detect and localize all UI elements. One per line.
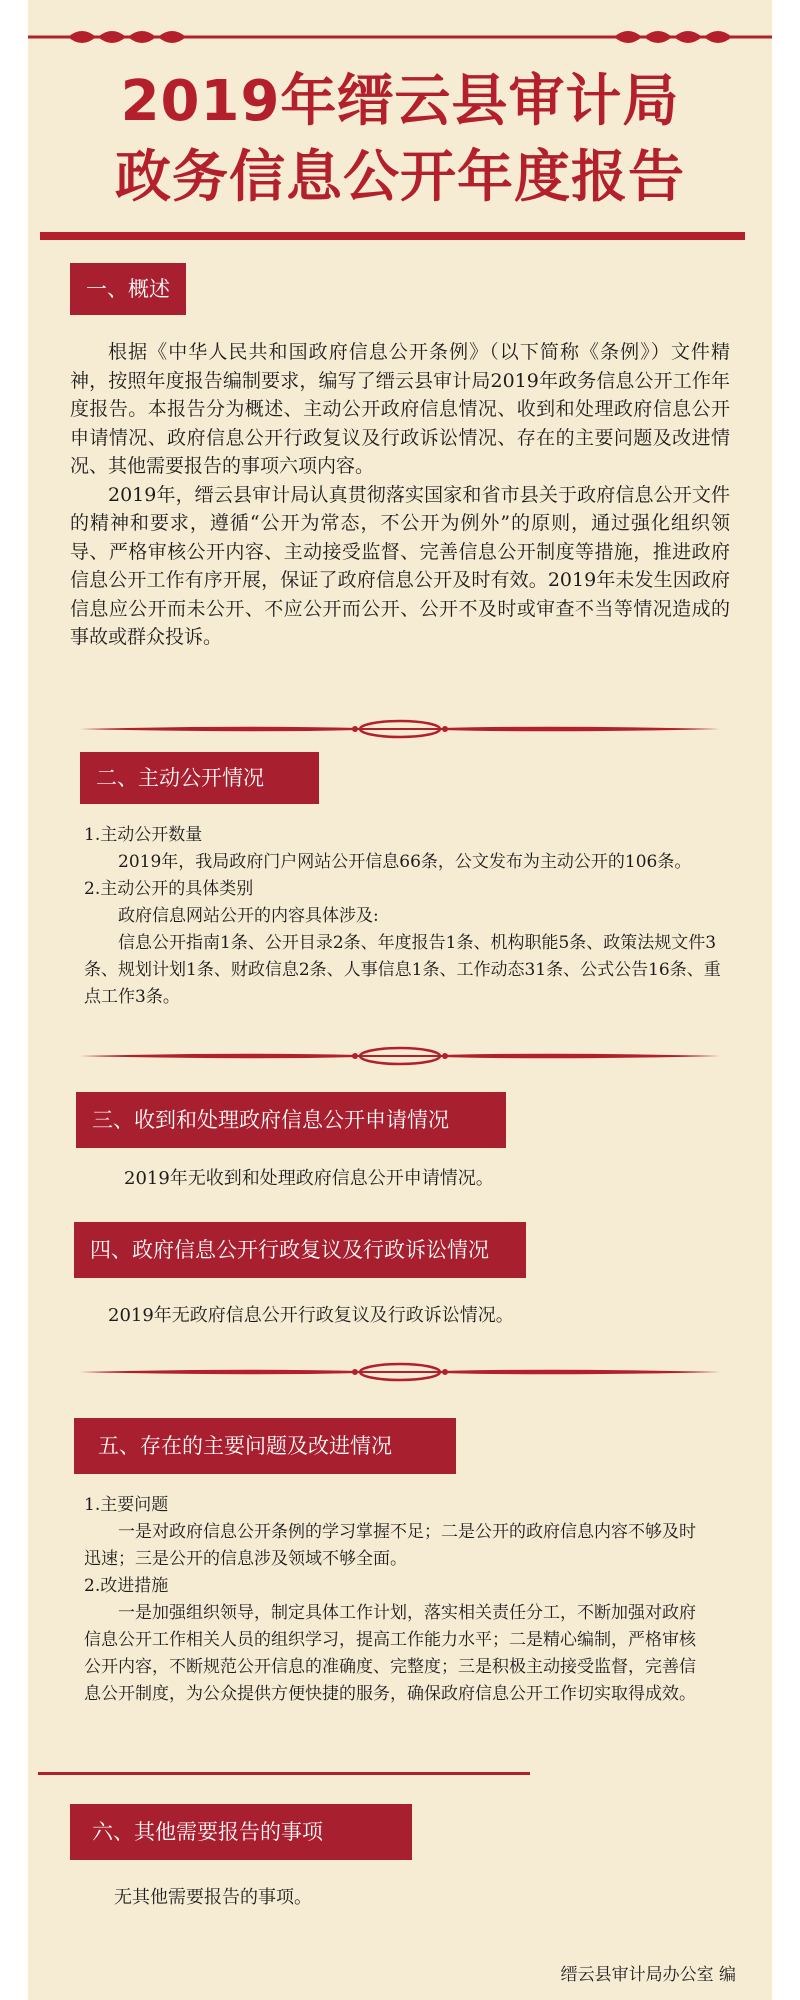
section-divider-line (38, 1772, 530, 1775)
overview-paragraph: 根据《中华人民共和国政府信息公开条例》（以下简称《条例》）文件精神，按照年度报告编制要求，编写了缙云县审计局2019年政务信息公开工作年度报告。本报告分为概述、主动公开政府信息情况、收到和处理政府信息公开申请情况、政府信息公开行政复议及行政诉讼情况、存在的主要问题及改进情况、其他需要报告的事项六项内容。 (70, 341, 730, 477)
list-item-text: 2019年，我局政府门户网站公开信息66条，公文发布为主动公开的106条。 (118, 852, 692, 872)
overview-text (70, 338, 730, 652)
report-title-line2: 政务信息公开年度报告 (115, 145, 685, 210)
section-heading-review-litigation: 四、政府信息公开行政复议及行政诉讼情况 (74, 1222, 526, 1278)
ornament-divider (80, 1044, 720, 1068)
section-heading-requests: 三、收到和处理政府信息公开申请情况 (76, 1092, 506, 1148)
ornament-divider (80, 717, 720, 741)
requests-text: 2019年无收到和处理政府信息公开申请情况。 (124, 1168, 494, 1189)
issues-list (84, 1492, 706, 1708)
active-disclosure-list (84, 822, 724, 1011)
list-item-label: 1.主动公开数量 (84, 825, 203, 845)
other-text: 无其他需要报告的事项。 (114, 1887, 312, 1908)
list-item-text: 信息公开指南1条、公开目录2条、年度报告1条、机构职能5条、政策法规文件3条、规划计划1条、财政信息2条、人事信息1条、工作动态31条、公式公告16条、重点工作3条。 (84, 933, 721, 1007)
list-item-text: 政府信息网站公开的内容具体涉及: (118, 906, 379, 926)
review-litigation-text: 2019年无政府信息公开行政复议及行政诉讼情况。 (108, 1305, 514, 1326)
section-heading-overview: 一、概述 (70, 263, 186, 315)
list-item-label: 2.主动公开的具体类别 (84, 879, 254, 899)
list-item-label: 2.改进措施 (84, 1576, 169, 1596)
ornament-divider (80, 1360, 720, 1384)
overview-paragraph: 2019年，缙云县审计局认真贯彻落实国家和省市县关于政府信息公开文件的精神和要求，遵循“公开为常态，不公开为例外”的原则，通过强化组织领导、严格审核公开内容、主动接受监督、完善信息公开制度等措施，推进政府信息公开工作有序开展，保证了政府信息公开及时有效。2019年未发生因政府信息应公开而未公开、不应公开而公开、公开不及时或审查不当等情况造成的事故或群众投诉。 (70, 483, 730, 648)
section-heading-issues: 五、存在的主要问题及改进情况 (74, 1418, 456, 1474)
list-item-label: 1.主要问题 (84, 1495, 169, 1515)
list-item-text: 一是加强组织领导，制定具体工作计划，落实相关责任分工，不断加强对政府信息公开工作相关人员的组织学习，提高工作能力水平；二是精心编制，严格审核公开内容，不断规范公开信息的准确度、完整度；三是积极主动接受监督，完善信息公开制度，为公众提供方便快捷的服务，确保政府信息公开工作切实取得成效。 (84, 1603, 696, 1704)
report-title-line1: 2019年缙云县审计局 (120, 69, 680, 134)
report-footer: 缙云县审计局办公室 编 (560, 1965, 736, 1985)
title-underline (40, 232, 745, 240)
section-heading-other: 六、其他需要报告的事项 (70, 1804, 412, 1860)
section-heading-active-disclosure: 二、主动公开情况 (80, 752, 319, 804)
list-item-text: 一是对政府信息公开条例的学习掌握不足；二是公开的政府信息内容不够及时迅速；三是公开的信息涉及领域不够全面。 (84, 1522, 696, 1569)
laurel-ornament-top (28, 22, 772, 52)
